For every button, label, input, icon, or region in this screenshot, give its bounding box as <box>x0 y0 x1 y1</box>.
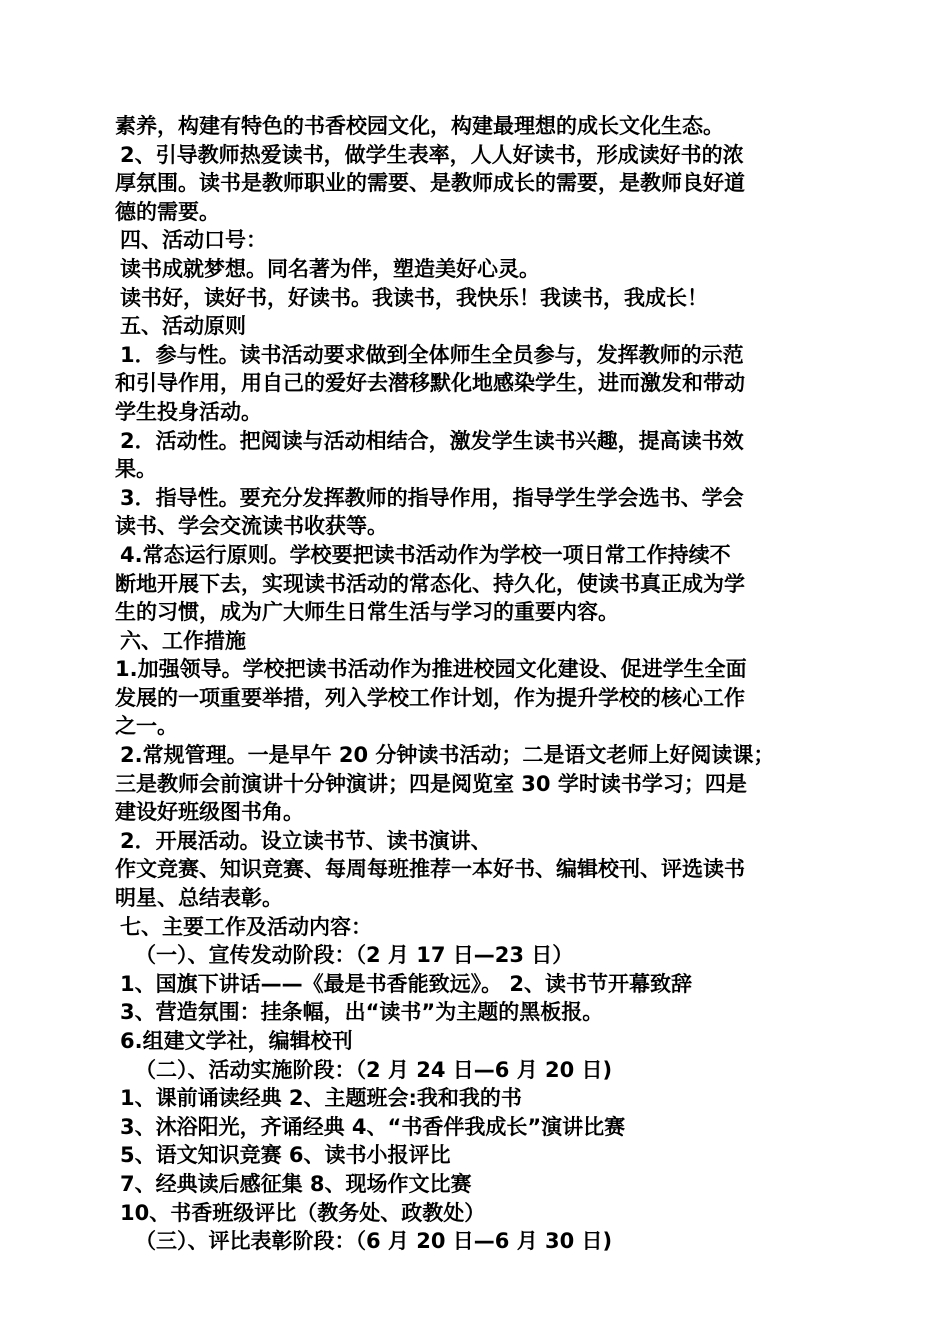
document-body <box>115 112 837 1256</box>
subsection-heading: （二）、活动实施阶段：（2 月 24 日—6 月 20 日) <box>135 1057 613 1082</box>
text-line: 3、营造氛围：挂条幅，出“读书”为主题的黑板报。 <box>120 1000 604 1025</box>
text-line: 2.常规管理。一是早午 20 分钟读书活动；二是语文老师上好阅读课； <box>120 743 775 768</box>
text-line: 1．参与性。读书活动要求做到全体师生全员参与，发挥教师的示范 <box>120 342 744 367</box>
text-line: 10、书香班级评比（教务处、政教处） <box>120 1200 486 1225</box>
text-line: 4.常态运行原则。学校要把读书活动作为学校一项日常工作持续不 <box>120 542 731 567</box>
section-heading: 五、活动原则 <box>120 314 246 339</box>
text-line: 断地开展下去，实现读书活动的常态化、持久化，使读书真正成为学 <box>115 571 745 596</box>
text-line: 5、语文知识竞赛 6、读书小报评比 <box>120 1143 451 1168</box>
text-line: 果。 <box>115 457 157 482</box>
text-line: 厚氛围。读书是教师职业的需要、是教师成长的需要，是教师良好道 <box>115 171 745 196</box>
text-line: 作文竞赛、知识竞赛、每周每班推荐一本好书、编辑校刊、评选读书 <box>115 857 745 882</box>
section-heading: 七、主要工作及活动内容： <box>120 914 372 939</box>
section-heading: 六、工作措施 <box>120 628 246 653</box>
text-line: 之一。 <box>115 714 178 739</box>
text-line: 学生投身活动。 <box>115 399 262 424</box>
subsection-heading: （三）、评比表彰阶段：（6 月 20 日—6 月 30 日) <box>135 1229 613 1254</box>
text-line: 2．开展活动。设立读书节、读书演讲、 <box>120 828 492 853</box>
text-line: 1.加强领导。学校把读书活动作为推进校园文化建设、促进学生全面 <box>115 657 747 682</box>
text-line: 读书、学会交流读书收获等。 <box>115 514 388 539</box>
text-line: 2．活动性。把阅读与活动相结合，激发学生读书兴趣，提高读书效 <box>120 428 744 453</box>
text-line: 和引导作用，用自己的爱好去潜移默化地感染学生，进而激发和带动 <box>115 371 745 396</box>
subsection-heading: （一）、宣传发动阶段：（2 月 17 日—23 日） <box>135 943 574 968</box>
text-line: 德的需要。 <box>115 199 220 224</box>
text-line: 3、沐浴阳光，齐诵经典 4、“书香伴我成长”演讲比赛 <box>120 1114 626 1139</box>
text-line: 3．指导性。要充分发挥教师的指导作用，指导学生学会选书、学会 <box>120 485 744 510</box>
text-line: 发展的一项重要举措，列入学校工作计划，作为提升学校的核心工作 <box>115 685 745 710</box>
text-line: 7、经典读后感征集 8、现场作文比赛 <box>120 1171 472 1196</box>
text-line: 素养，构建有特色的书香校园文化，构建最理想的成长文化生态。 <box>115 114 724 138</box>
text-line: 明星、总结表彰。 <box>115 886 283 911</box>
text-line: 三是教师会前演讲十分钟演讲；四是阅览室 30 学时读书学习；四是 <box>115 771 747 796</box>
text-line: 2、引导教师热爱读书，做学生表率，人人好读书，形成读好书的浓 <box>120 142 744 167</box>
text-line: 生的习惯，成为广大师生日常生活与学习的重要内容。 <box>115 600 619 625</box>
text-line: 1、课前诵读经典 2、主题班会:我和我的书 <box>120 1086 522 1111</box>
text-line: 6.组建文学社，编辑校刊 <box>120 1029 353 1053</box>
text-line: 读书成就梦想。同名著为伴，塑造美好心灵。 <box>120 256 540 281</box>
section-heading: 四、活动口号： <box>120 228 267 253</box>
text-line: 1、国旗下讲话——《最是书香能致远》。 2、读书节开幕致辞 <box>120 971 693 996</box>
text-line: 建设好班级图书角。 <box>115 800 304 825</box>
text-line: 读书好，读好书，好读书。我读书，我快乐！我读书，我成长！ <box>120 285 708 310</box>
